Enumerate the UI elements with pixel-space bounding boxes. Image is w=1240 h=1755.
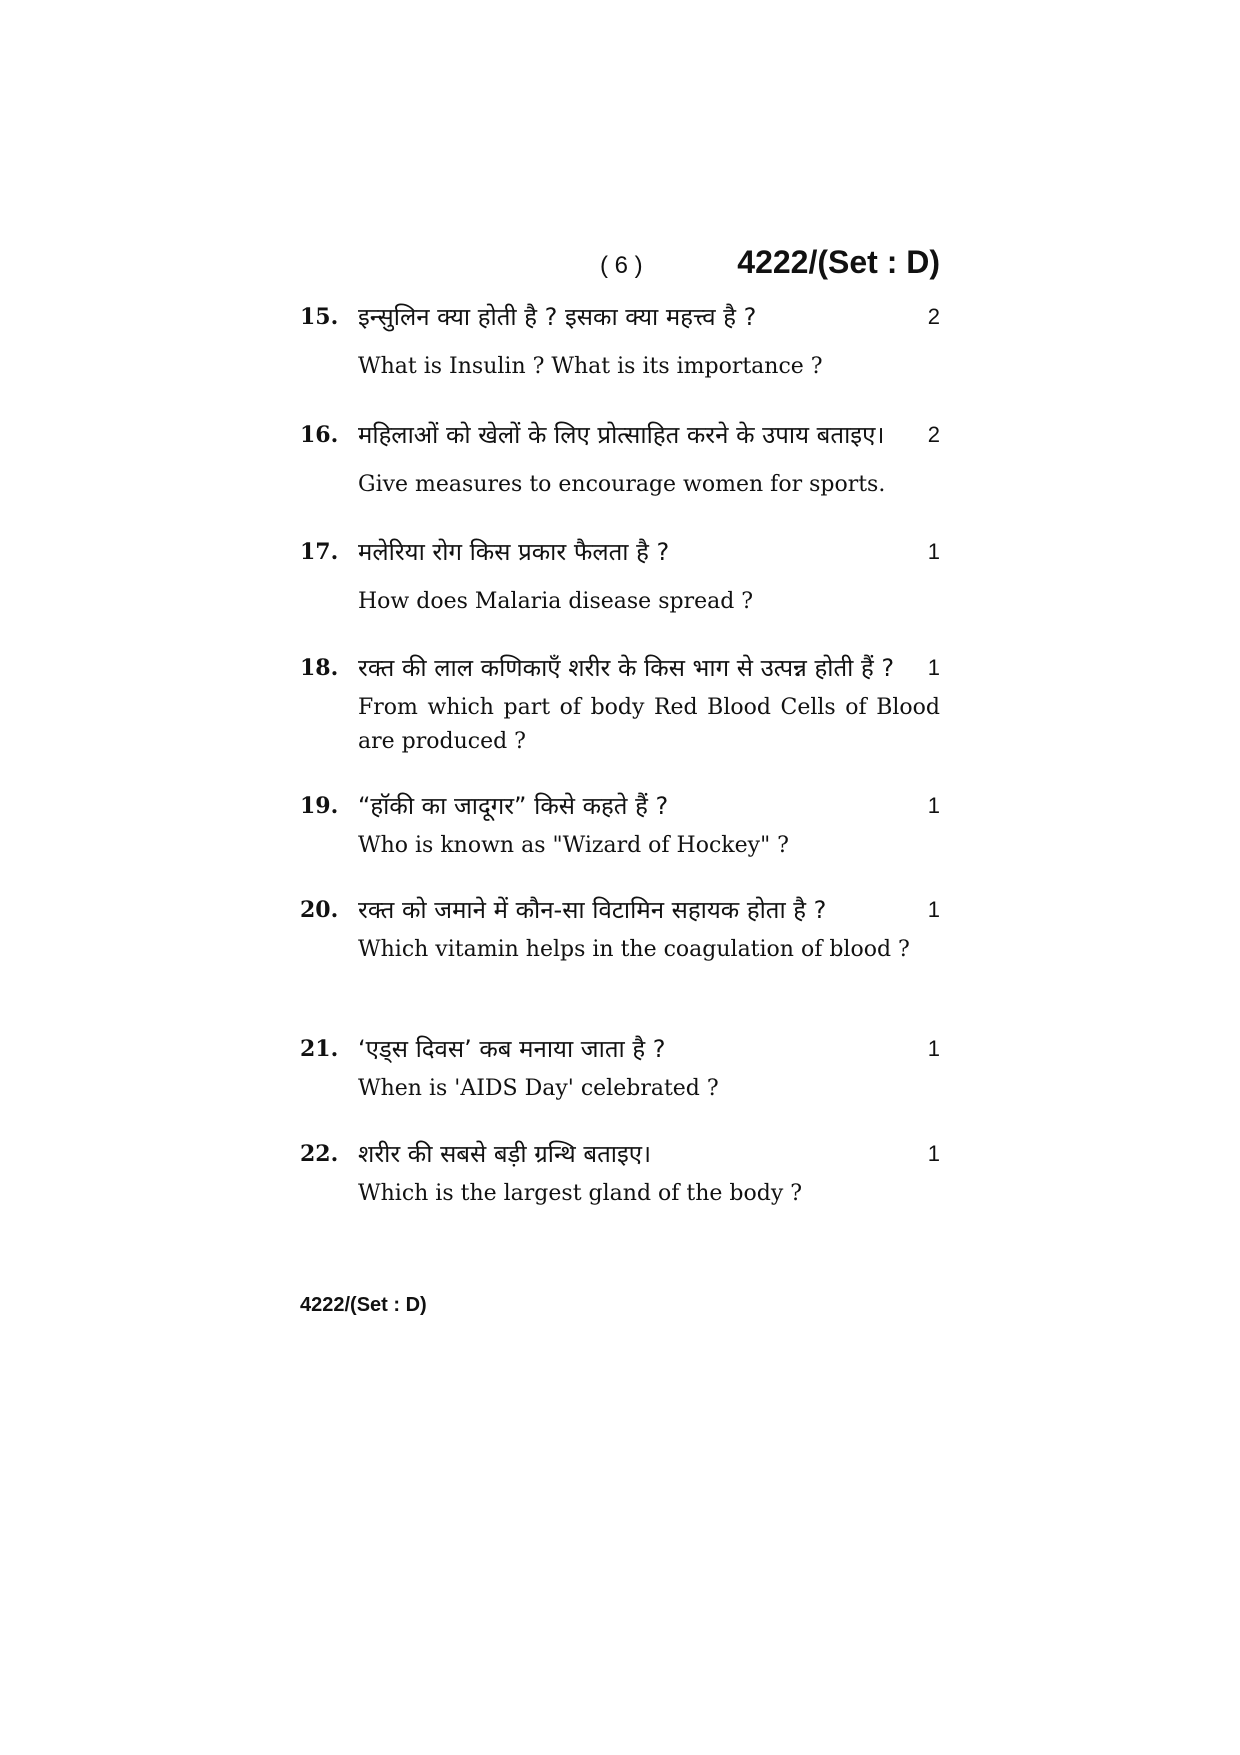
- question-21: [300, 1032, 940, 1106]
- question-number: 22.: [300, 1141, 339, 1167]
- question-number: 18.: [300, 655, 339, 681]
- question-number: 17.: [300, 539, 339, 565]
- question-number: 20.: [300, 897, 339, 923]
- question-hindi-text: रक्त की लाल कणिकाएँ शरीर के किस भाग से उत्पन्न होती हैं ?: [358, 654, 895, 682]
- question-hindi-text: इन्सुलिन क्या होती है ? इसका क्या महत्त्व है ?: [358, 303, 757, 331]
- question-number: 21.: [300, 1036, 339, 1062]
- question-english-text: Which vitamin helps in the coagulation of blood ?: [358, 937, 910, 962]
- page-number: ( 6 ): [600, 252, 643, 279]
- header-set-code: 4222/(Set : D): [737, 244, 940, 280]
- question-hindi-text: मलेरिया रोग किस प्रकार फैलता है ?: [358, 538, 670, 566]
- question-english-text: How does Malaria disease spread ?: [358, 589, 754, 614]
- question-marks: 1: [927, 793, 940, 818]
- question-number: 16.: [300, 422, 339, 448]
- question-marks: 1: [927, 1036, 940, 1061]
- question-22: [300, 1137, 940, 1211]
- question-hindi-text: शरीर की सबसे बड़ी ग्रन्थि बताइए।: [358, 1140, 652, 1168]
- question-marks: 1: [927, 655, 940, 680]
- question-hindi-text: महिलाओं को खेलों के लिए प्रोत्साहित करने के उपाय बताइए।: [358, 421, 885, 449]
- question-english-text: When is 'AIDS Day' celebrated ?: [358, 1076, 719, 1101]
- question-16: [300, 418, 940, 502]
- question-number: 15.: [300, 304, 339, 330]
- question-marks: 1: [927, 897, 940, 922]
- question-marks: 2: [927, 304, 940, 329]
- question-hindi-text: रक्त को जमाने में कौन-सा विटामिन सहायक होता है ?: [358, 896, 827, 924]
- question-marks: 2: [927, 422, 940, 447]
- question-19: [300, 789, 940, 863]
- question-number: 19.: [300, 793, 339, 819]
- question-english-text: What is Insulin ? What is its importance ?: [358, 354, 823, 379]
- question-hindi-text: ‘एड्स दिवस’ कब मनाया जाता है ?: [358, 1035, 666, 1063]
- question-15: [300, 300, 940, 384]
- question-english-text: Who is known as "Wizard of Hockey" ?: [358, 833, 789, 858]
- question-marks: 1: [927, 1141, 940, 1166]
- question-17: [300, 535, 940, 619]
- question-english-text: From which part of body Red Blood Cells of Blood are produced ?: [358, 695, 940, 754]
- question-hindi-text: “हॉकी का जादूगर” किसे कहते हैं ?: [358, 792, 669, 820]
- footer-set-code: 4222/(Set : D): [300, 1294, 427, 1316]
- question-english-text: Which is the largest gland of the body ?: [358, 1181, 803, 1206]
- question-20: [300, 893, 940, 967]
- question-marks: 1: [927, 539, 940, 564]
- question-18: [300, 651, 940, 759]
- question-english-text: Give measures to encourage women for sports.: [358, 472, 886, 497]
- page-header: [300, 244, 940, 284]
